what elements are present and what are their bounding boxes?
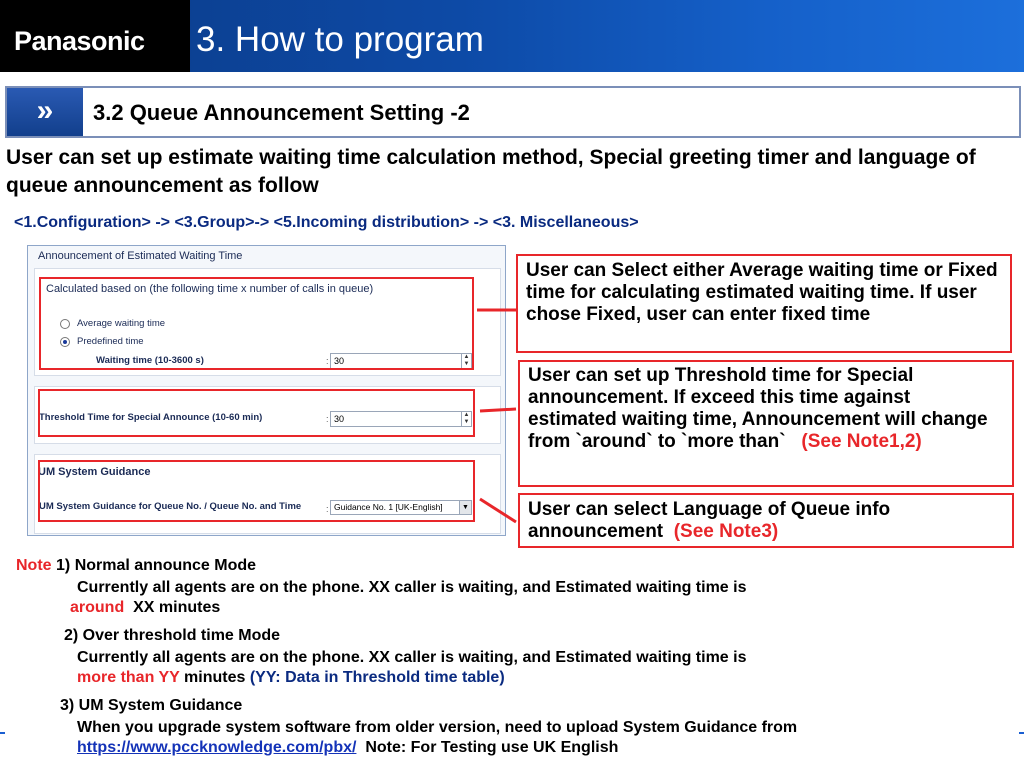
panel-title: Announcement of Estimated Waiting Time bbox=[38, 250, 243, 262]
note-2-word: more than YY bbox=[77, 669, 180, 686]
section-bar bbox=[5, 86, 1021, 138]
double-chevron-icon: » bbox=[7, 88, 83, 136]
note-3-line bbox=[77, 739, 618, 757]
edge-mark-left bbox=[0, 732, 5, 734]
note-label: Note bbox=[16, 557, 52, 574]
colon: : bbox=[326, 504, 329, 514]
section-title: 3.2 Queue Announcement Setting -2 bbox=[93, 100, 470, 125]
header-bar bbox=[0, 0, 1024, 72]
navigation-path: <1.Configuration> -> <3.Group>-> <5.Incoming distribution> -> <3. Miscellaneous> bbox=[14, 214, 639, 231]
edge-mark-right bbox=[1019, 732, 1024, 734]
radio-predefined-label: Predefined time bbox=[77, 336, 144, 347]
pcc-knowledge-link[interactable]: https://www.pccknowledge.com/pbx/ bbox=[77, 739, 357, 756]
note-1-heading bbox=[16, 557, 256, 575]
colon: : bbox=[326, 356, 329, 366]
um-group-title: UM System Guidance bbox=[38, 466, 151, 478]
um-guidance-label: UM System Guidance for Queue No. / Queue No. and Time bbox=[39, 501, 302, 512]
panasonic-logo: Panasonic bbox=[14, 26, 145, 56]
connector-line-2 bbox=[480, 409, 516, 411]
chevron-down-icon[interactable]: ▼ bbox=[459, 501, 471, 514]
callout-language bbox=[518, 493, 1014, 548]
note-1-tail: XX minutes bbox=[133, 599, 221, 616]
um-guidance-value: Guidance No. 1 [UK-English] bbox=[334, 502, 443, 512]
threshold-value: 30 bbox=[334, 414, 345, 424]
note-2-paren: (YY: Data in Threshold time table) bbox=[249, 669, 505, 686]
spinner-icon[interactable]: ▲ ▼ bbox=[461, 412, 471, 426]
note-3-tail: Note: For Testing use UK English bbox=[365, 739, 619, 756]
callout-threshold-note: (See Note1,2) bbox=[801, 431, 922, 452]
note-2-title: 2) Over threshold time Mode bbox=[64, 627, 281, 644]
threshold-label: Threshold Time for Special Announce (10-60 min) bbox=[39, 412, 263, 423]
highlight-um bbox=[38, 460, 475, 522]
note-3-text: When you upgrade system software from older version, need to upload System Guidance from bbox=[77, 719, 798, 736]
note-1-text: Currently all agents are on the phone. XX caller is waiting, and Estimated waiting time is bbox=[77, 579, 747, 596]
note-2-text: Currently all agents are on the phone. XX caller is waiting, and Estimated waiting time is bbox=[77, 649, 747, 666]
note-2-line bbox=[77, 669, 505, 687]
note-1-line bbox=[70, 599, 220, 617]
radio-average-label: Average waiting time bbox=[77, 318, 166, 329]
logo-box bbox=[0, 0, 190, 72]
note-2-tail: minutes bbox=[184, 669, 246, 686]
callout-threshold-text: User can set up Threshold time for Special announcement. If exceed this time against estimated waiting time, Announcement will change from `around` to `more than` bbox=[528, 365, 988, 452]
intro-text: User can set up estimate waiting time calculation method, Special greeting timer and language of queue announcement as follow bbox=[6, 146, 976, 197]
spinner-icon[interactable]: ▲ ▼ bbox=[461, 354, 471, 368]
waiting-time-label: Waiting time (10-3600 s) bbox=[96, 355, 204, 366]
note-1-title: 1) Normal announce Mode bbox=[56, 557, 257, 574]
callout-threshold bbox=[518, 360, 1014, 487]
callout-calc-text: User can Select either Average waiting time or Fixed time for calculating estimated waiting time. If user chose Fixed, user can enter fixed time bbox=[526, 260, 998, 325]
calc-group-title: Calculated based on (the following time x number of calls in queue) bbox=[46, 283, 374, 295]
callout-language-note: (See Note3) bbox=[673, 521, 779, 542]
callout-language-text: User can select Language of Queue info announcement bbox=[528, 499, 891, 542]
page-title: 3. How to program bbox=[196, 20, 484, 59]
colon: : bbox=[326, 414, 329, 424]
highlight-calc bbox=[39, 277, 474, 370]
callout-calc bbox=[516, 254, 1012, 353]
connector-line-3 bbox=[480, 499, 516, 522]
highlight-threshold bbox=[38, 389, 475, 437]
note-3-title: 3) UM System Guidance bbox=[60, 697, 243, 714]
note-1-word: around bbox=[70, 599, 125, 616]
waiting-time-value: 30 bbox=[334, 356, 345, 366]
